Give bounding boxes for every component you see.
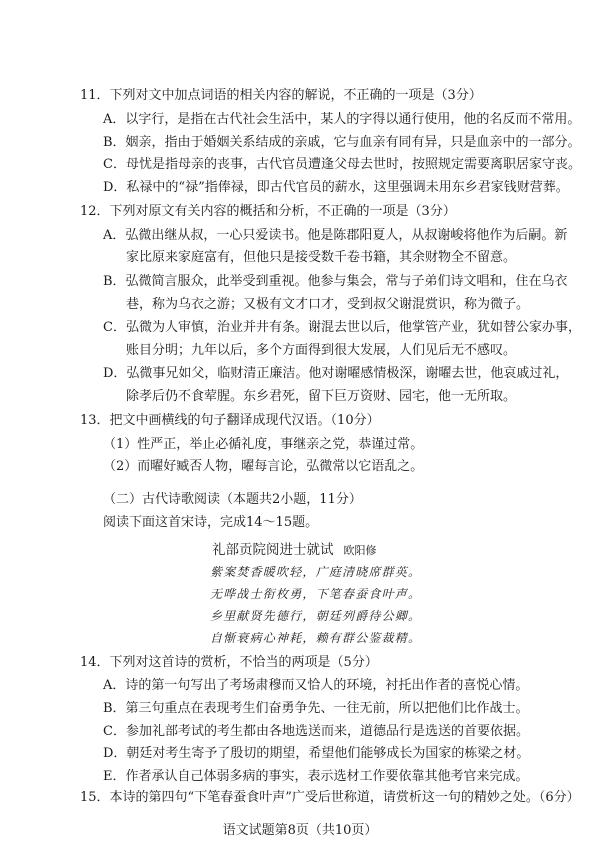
poem-author: 欧阳修: [343, 544, 377, 557]
question-12-option-a-cont: 家比原来家庭富有，但他只是接受数千卷书籍，其余财物全不留意。: [126, 250, 517, 265]
question-11-stem: 11．下列对文中加点词语的相关内容的解说，不正确的一项是（3分）: [80, 88, 482, 103]
question-13-item-1: （1）性严正，举止必循礼度，事继亲之党，恭谨过常。: [103, 437, 424, 452]
question-11-option-b: B．姻亲，指由于婚姻关系结成的亲戚，它与血亲有同有异，只是血亲中的一部分。: [103, 135, 581, 150]
question-13-stem: 13．把文中画横线的句子翻译成现代汉语。（10分）: [80, 413, 380, 428]
poem-line-4: 自惭衰病心神耗，赖有群公鉴裁精。: [210, 631, 422, 645]
question-11-option-d: D．私禄中的“禄”指俸禄，即古代官员的薪水，这里强调未用东乡君家钱财营葬。: [103, 180, 569, 195]
question-14-option-d: D．朝廷对考生寄予了殷切的期望，希望他们能够成长为国家的栋梁之材。: [103, 746, 530, 761]
question-12-option-c: C．弘微为人审慎，治业并井有条。谢混去世以后，他掌管产业，犹如替公家办事，: [103, 320, 581, 335]
question-14-option-a: A．诗的第一句写出了考场肃穆而又恰人的环境，衬托出作者的喜悦心情。: [103, 678, 529, 693]
poem-line-2: 无哗战士衔枚勇，下笔春蚕食叶声。: [210, 587, 422, 601]
question-14-stem: 14．下列对这首诗的赏析，不恰当的两项是（5分）: [80, 655, 378, 670]
poem-title-line: [212, 541, 377, 560]
question-11-option-c: C．母忧是指母亲的丧事，古代官员遭逢父母去世时，按照规定需要离职居家守丧。: [103, 157, 581, 172]
question-12-option-d: D．弘微事兄如父，临财清正廉洁。他对谢曜感情极深，谢曜去世，他哀戚过礼，: [103, 366, 569, 381]
question-14-option-e: E．作者承认自己体弱多病的事实，表示选材工作要依靠其他考官来完成。: [103, 769, 529, 784]
question-15-stem: 15．本诗的第四句“下笔春蚕食叶声”广受后世称道，请赏析这一句的精妙之处。（6分）: [80, 790, 580, 805]
question-12-option-a: A．弘微出继从叔，一心只爱读书。他是陈郡阳夏人，从叔谢峻将他作为后嗣。新: [103, 228, 568, 243]
page-footer: 语文试题第8页（共10页）: [222, 823, 378, 838]
section-heading: （二）古代诗歌阅读（本题共2小题，11分）: [103, 492, 362, 507]
question-14-option-c: C．参加礼部考试的考生都由各地选送而来，道德品行是选送的首要依据。: [103, 724, 529, 739]
poem-line-3: 乡里献贤先德行，朝廷列爵待公卿。: [210, 609, 422, 623]
question-12-option-d-cont: 除孝后仍不食荤腥。东乡君死，留下巨万资财、园宅，他一无所取。: [126, 389, 517, 404]
question-12-option-b-cont: 巷，称为乌衣之游；又极有文才口才，受到叔父谢混赏识，称为微子。: [126, 297, 530, 312]
question-11-option-a: A．以字行，是指在古代社会生活中，某人的字得以通行使用，他的名反而不常用。: [103, 112, 581, 127]
section-instruction: 阅读下面这首宋诗，完成14～15题。: [103, 515, 319, 530]
question-12-stem: 12．下列对原文有关内容的概括和分析，不正确的一项是（3分）: [80, 204, 456, 219]
question-13-item-2: （2）而曜好臧否人物，曜每言论，弘微常以它语乱之。: [103, 459, 424, 474]
question-14-option-b: B．第三句重点在表现考生们奋勇争先、一往无前，所以把他们比作战士。: [103, 701, 529, 716]
question-12-option-c-cont: 账目分明；九年以后，多个方面得到很大发展，人们见后无不感叹。: [126, 343, 517, 358]
poem-line-1: 紫案焚香暖吹轻，广庭清晓席群英。: [210, 565, 422, 579]
poem-title: 礼部贡院阅进士就试: [212, 542, 334, 558]
question-12-option-b: B．弘微简言服众，此举受到重视。他参与集会，常与子弟们诗文唱和，住在乌衣: [103, 274, 568, 289]
